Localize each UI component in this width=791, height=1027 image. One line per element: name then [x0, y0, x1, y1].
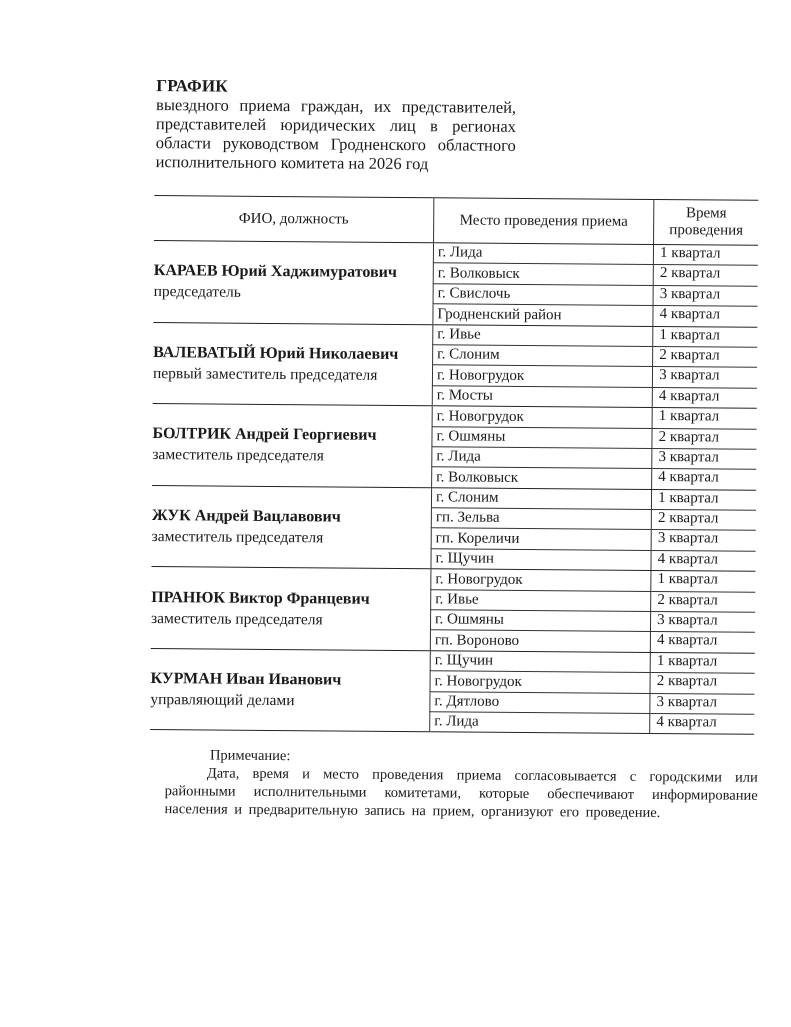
time-cell: 4 квартал: [650, 713, 755, 734]
table-row: [152, 485, 756, 510]
time-cell: 4 квартал: [652, 469, 757, 490]
place-cell: г. Ошмяны: [432, 426, 652, 448]
place-cell: гп. Зельва: [431, 508, 651, 530]
header-time: Время проведения: [654, 199, 759, 245]
time-cell: 1 квартал: [653, 326, 758, 347]
time-cell: 3 квартал: [650, 693, 755, 714]
note-title: Примечание:: [209, 747, 291, 765]
place-cell: г. Свислочь: [433, 284, 653, 306]
time-cell: 1 квартал: [652, 408, 757, 429]
place-cell: г. Слоним: [433, 345, 653, 367]
person-cell: [151, 567, 431, 651]
time-cell: 1 квартал: [653, 244, 758, 265]
place-cell: г. Новогрудок: [431, 569, 651, 591]
place-cell: г. Ошмяны: [430, 610, 650, 632]
person-role: первый заместитель председателя: [152, 364, 378, 384]
place-cell: г. Дятлово: [430, 691, 650, 713]
note-block: [164, 746, 758, 823]
person-role: заместитель председателя: [150, 609, 323, 628]
title-block: [156, 76, 517, 174]
place-cell: г. Новогрудок: [430, 671, 650, 693]
person-cell: [153, 241, 433, 325]
time-cell: 4 квартал: [651, 550, 756, 571]
table-row: [154, 241, 758, 266]
place-cell: г. Новогрудок: [432, 365, 652, 387]
table-row: [151, 567, 755, 592]
time-cell: 3 квартал: [652, 448, 757, 469]
schedule-table: [150, 195, 758, 735]
person-role: председатель: [153, 283, 241, 302]
place-cell: г. Лида: [433, 243, 653, 265]
schedule-body: [150, 241, 758, 735]
time-cell: 3 квартал: [653, 367, 758, 388]
time-cell: 1 квартал: [651, 571, 756, 592]
place-cell: г. Лида: [430, 712, 650, 734]
person-role: заместитель председателя: [151, 528, 324, 547]
person-cell: [151, 485, 431, 569]
place-cell: г. Ивье: [431, 589, 651, 611]
person-name: КУРМАН Иван Иванович: [150, 670, 342, 689]
place-cell: г. Щучин: [430, 651, 650, 673]
place-cell: г. Волковыск: [433, 263, 653, 285]
time-cell: 1 квартал: [650, 652, 755, 673]
person-role: заместитель председателя: [152, 446, 325, 465]
header-name: ФИО, должность: [154, 196, 434, 243]
header-place: Место проведения приема: [434, 198, 654, 245]
time-cell: 4 квартал: [650, 632, 755, 653]
time-cell: 2 квартал: [653, 346, 758, 367]
time-cell: 2 квартал: [653, 265, 758, 286]
person-role: управляющий делами: [150, 691, 295, 710]
place-cell: г. Мосты: [432, 385, 652, 407]
place-cell: г. Новогрудок: [432, 406, 652, 428]
place-cell: гп. Кореличи: [431, 528, 651, 550]
place-cell: г. Щучин: [431, 549, 651, 571]
time-cell: 1 квартал: [652, 489, 757, 510]
table-header-row: [154, 196, 758, 246]
time-cell: 2 квартал: [651, 591, 756, 612]
note-text: Дата, время и место проведения приема согласовывается с городскими или районными исполнительными комитетами, которые обеспечивают информирование населения и предварительную запись на прием, организуют его проведение.: [164, 765, 758, 822]
table-row: [153, 322, 757, 347]
place-cell: гп. Вороново: [430, 630, 650, 652]
person-name: ЖУК Андрей Вацлавович: [151, 507, 341, 526]
place-cell: г. Ивье: [433, 324, 653, 346]
document-subtitle: выездного приема граждан, их представителей, представителей юридических лиц в регионах области руководством Гродненского областного исполнительного комитета на 2026 год: [155, 95, 517, 174]
person-name: ВАЛЕВАТЫЙ Юрий Николаевич: [153, 343, 399, 363]
time-cell: 4 квартал: [652, 387, 757, 408]
person-name: КАРАЕВ Юрий Хаджимуратович: [153, 262, 397, 282]
place-cell: Гродненский район: [433, 304, 653, 326]
time-cell: 2 квартал: [651, 510, 756, 531]
table-row: [151, 648, 755, 673]
table-row: [153, 404, 757, 429]
time-cell: 3 квартал: [653, 285, 758, 306]
time-cell: 2 квартал: [650, 673, 755, 694]
person-cell: [152, 404, 432, 488]
time-cell: 3 квартал: [651, 530, 756, 551]
time-cell: 2 квартал: [652, 428, 757, 449]
place-cell: г. Лида: [432, 447, 652, 469]
person-name: ПРАНЮК Виктор Францевич: [151, 588, 370, 608]
person-cell: [153, 322, 433, 406]
time-cell: 4 квартал: [653, 306, 758, 327]
document-title: ГРАФИК: [156, 76, 228, 96]
person-cell: [150, 648, 430, 732]
person-name: БОЛТРИК Андрей Георгиевич: [152, 425, 377, 445]
place-cell: г. Волковыск: [432, 467, 652, 489]
place-cell: г. Слоним: [431, 487, 651, 509]
time-cell: 3 квартал: [651, 612, 756, 633]
